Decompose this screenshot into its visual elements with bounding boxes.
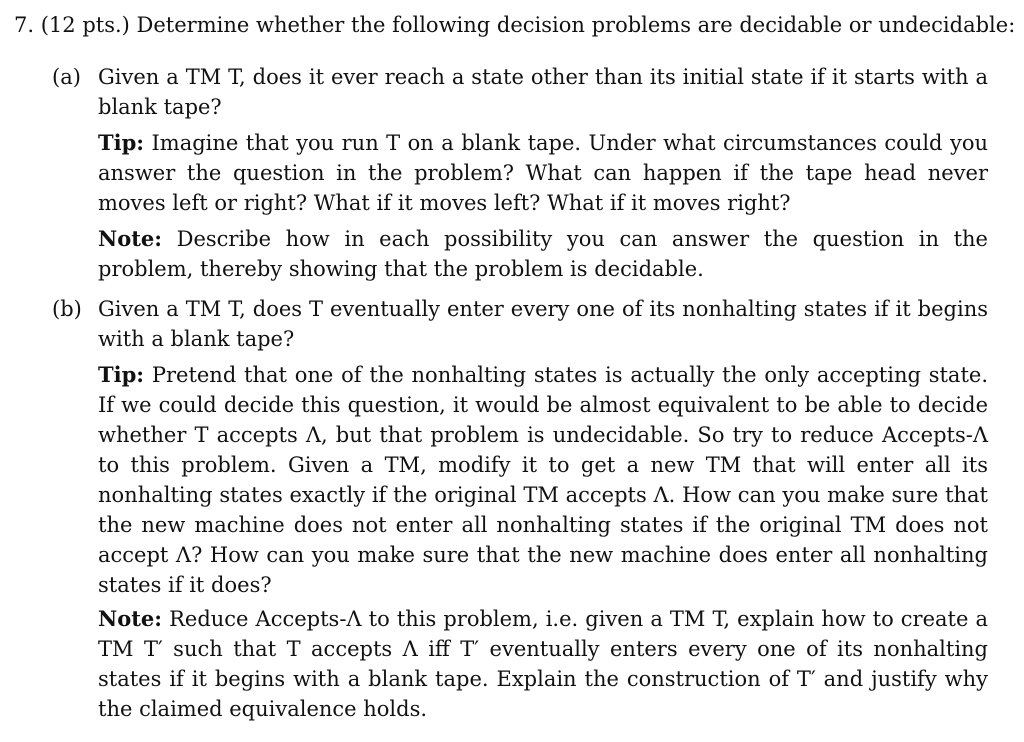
part-a-tip bbox=[98, 128, 988, 218]
part-b-note-text: Reduce Accepts-Λ to this problem, i.e. given a TM T, explain how to create a TM T′ such that T accepts Λ iff T′ eventually enters every one of its nonhalting states if it begins with a blank tape. Explain the construction of T′ and justify why the claimed equivalence holds. bbox=[98, 607, 988, 721]
part-b-note-label: Note: bbox=[98, 606, 163, 631]
problem-heading bbox=[14, 10, 1016, 40]
part-b-note bbox=[98, 604, 988, 724]
part-a-tip-label: Tip: bbox=[98, 130, 145, 155]
part-a-question: Given a TM T, does it ever reach a state other than its initial state if it starts with a blank tape? bbox=[98, 65, 988, 119]
problem-number: 7. bbox=[14, 13, 35, 37]
part-b-label: (b) bbox=[52, 297, 82, 321]
part-a-label: (a) bbox=[52, 65, 81, 89]
part-a-note bbox=[98, 224, 988, 284]
part-b-question: Given a TM T, does T eventually enter every one of its nonhalting states if it begins with a blank tape? bbox=[98, 297, 988, 351]
part-b-tip-label: Tip: bbox=[98, 362, 145, 387]
part-b-tip-text: Pretend that one of the nonhalting states is actually the only accepting state. If we could decide this question, it would be almost equivalent to be able to decide whether T accepts Λ, but that problem is undecidable. So try to reduce Accepts-Λ to this problem. Given a TM, modify it to get a new TM that will enter all its nonhalting states exactly if the original TM accepts Λ. How can you make sure that the new machine does not enter all nonhalting states if the original TM does not accept Λ? How can you make sure that the new machine does enter all nonhalting states if it does? bbox=[98, 363, 988, 597]
part-a-note-label: Note: bbox=[98, 226, 163, 251]
problem-prompt: Determine whether the following decision problems are decidable or undecidable: bbox=[136, 13, 1016, 37]
part-a-tip-text: Imagine that you run T on a blank tape. Under what circumstances could you answer the question in the problem? What can happen if the tape head never moves left or right? What if it moves left? What if it moves right? bbox=[98, 131, 988, 215]
part-a-note-text: Describe how in each possibility you can answer the question in the problem, thereby showing that the problem is decidable. bbox=[98, 227, 988, 281]
problem-points: (12 pts.) bbox=[40, 13, 130, 37]
part-b-tip bbox=[98, 360, 988, 600]
